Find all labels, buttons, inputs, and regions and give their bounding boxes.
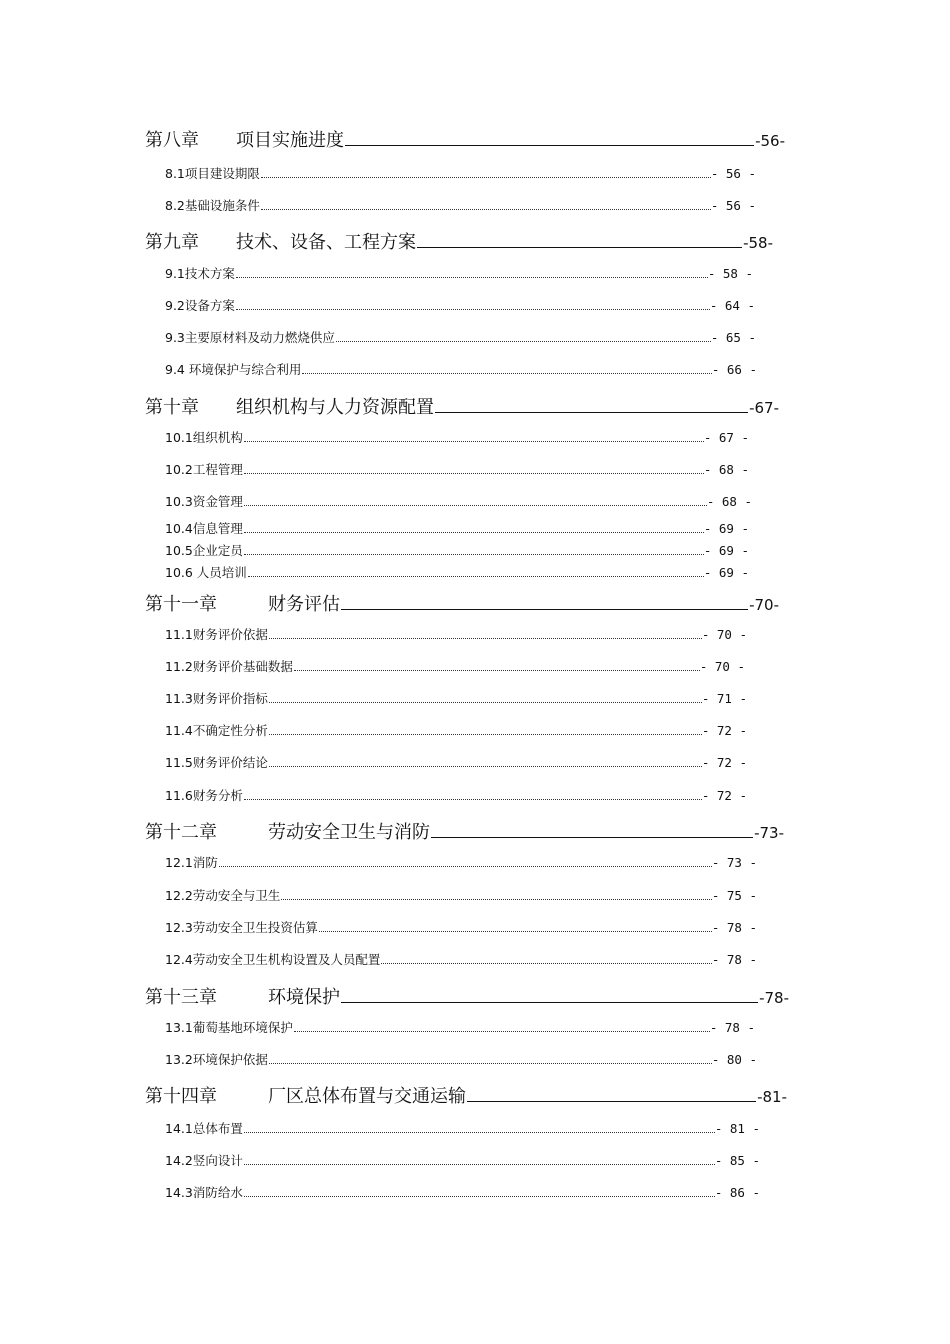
- dot-leader: [244, 473, 704, 474]
- toc-chapter-entry[interactable]: [145, 228, 773, 254]
- leader-line: [467, 1101, 756, 1102]
- dot-leader: [236, 277, 708, 278]
- section-label: 8.2基础设施条件: [165, 198, 260, 213]
- dot-leader: [244, 441, 704, 442]
- chapter-title: 技术、设备、工程方案: [236, 232, 416, 253]
- toc-chapter-entry[interactable]: [145, 818, 784, 844]
- page-number: -81-: [757, 1088, 787, 1106]
- section-label: 9.4 环境保护与综合利用: [165, 362, 302, 377]
- toc-section-entry[interactable]: [165, 786, 747, 804]
- section-label: 10.6 人员培训: [165, 565, 247, 580]
- leader-line: [431, 837, 753, 838]
- leader-line: [341, 1002, 758, 1003]
- chapter-number: 第九章: [145, 232, 199, 253]
- page-number: - 72 -: [701, 788, 747, 803]
- page-number: - 56 -: [710, 198, 756, 213]
- dot-leader: [294, 670, 700, 671]
- toc-section-entry[interactable]: [165, 853, 757, 871]
- toc-section-entry[interactable]: [165, 264, 753, 282]
- page-number: - 68 -: [706, 494, 752, 509]
- toc-section-entry[interactable]: [165, 360, 757, 378]
- chapter-title: 项目实施进度: [236, 130, 344, 151]
- leader-line: [341, 609, 748, 610]
- page-number: - 64 -: [709, 298, 755, 313]
- page-number: - 78 -: [709, 1020, 755, 1035]
- section-label: 12.4劳动安全卫生机构设置及人员配置: [165, 952, 381, 967]
- page-number: - 75 -: [711, 888, 757, 903]
- section-label: 9.1技术方案: [165, 266, 235, 281]
- toc-section-entry[interactable]: [165, 541, 749, 559]
- chapter-number: 第十一章: [145, 594, 217, 615]
- page-number: - 65 -: [710, 330, 756, 345]
- toc-section-entry[interactable]: [165, 1183, 760, 1201]
- dot-leader: [261, 177, 711, 178]
- dot-leader: [302, 373, 711, 374]
- section-label: 9.3主要原材料及动力燃烧供应: [165, 330, 335, 345]
- dot-leader: [244, 505, 707, 506]
- toc-section-entry[interactable]: [165, 753, 747, 771]
- page-number: - 86 -: [714, 1185, 760, 1200]
- toc-chapter-entry[interactable]: [145, 983, 789, 1009]
- toc-section-entry[interactable]: [165, 563, 749, 581]
- toc-section-entry[interactable]: [165, 164, 756, 182]
- toc-chapter-entry[interactable]: [145, 1082, 787, 1108]
- chapter-number: 第十三章: [145, 987, 217, 1008]
- dot-leader: [269, 766, 702, 767]
- toc-section-entry[interactable]: [165, 950, 757, 968]
- leader-line: [417, 247, 742, 248]
- section-label: 12.3劳动安全卫生投资估算: [165, 920, 318, 935]
- page-number: - 73 -: [711, 855, 757, 870]
- dot-leader: [261, 209, 711, 210]
- page-number: - 70 -: [701, 627, 747, 642]
- toc-section-entry[interactable]: [165, 689, 747, 707]
- dot-leader: [269, 734, 702, 735]
- page-number: - 58 -: [707, 266, 753, 281]
- page-number: - 71 -: [701, 691, 747, 706]
- page-number: - 69 -: [703, 565, 749, 580]
- section-label: 14.1总体布置: [165, 1121, 243, 1136]
- dot-leader: [269, 702, 702, 703]
- toc-section-entry[interactable]: [165, 296, 755, 314]
- section-label: 11.4不确定性分析: [165, 723, 268, 738]
- page-number: -56-: [755, 132, 785, 150]
- leader-line: [345, 145, 754, 146]
- section-label: 10.1组织机构: [165, 430, 243, 445]
- page-number: - 80 -: [711, 1052, 757, 1067]
- chapter-number: 第十章: [145, 397, 199, 418]
- page-number: - 67 -: [703, 430, 749, 445]
- section-label: 11.5财务评价结论: [165, 755, 268, 770]
- page-number: - 85 -: [714, 1153, 760, 1168]
- dot-leader: [244, 1132, 715, 1133]
- section-label: 13.2环境保护依据: [165, 1052, 268, 1067]
- page-number: - 72 -: [701, 723, 747, 738]
- section-label: 11.3财务评价指标: [165, 691, 268, 706]
- section-label: 10.4信息管理: [165, 521, 243, 536]
- page-number: - 69 -: [703, 543, 749, 558]
- dot-leader: [244, 532, 704, 533]
- page-number: - 70 -: [699, 659, 745, 674]
- page-number: - 72 -: [701, 755, 747, 770]
- page-number: -73-: [754, 824, 784, 842]
- chapter-title: 环境保护: [268, 987, 340, 1008]
- dot-leader: [244, 799, 702, 800]
- page-number: - 68 -: [703, 462, 749, 477]
- toc-section-entry[interactable]: [165, 460, 749, 478]
- toc-section-entry[interactable]: [165, 328, 756, 346]
- chapter-title: 厂区总体布置与交通运输: [268, 1086, 466, 1107]
- toc-section-entry[interactable]: [165, 625, 747, 643]
- dot-leader: [219, 866, 712, 867]
- dot-leader: [244, 1196, 715, 1197]
- page-number: - 78 -: [711, 920, 757, 935]
- page-number: -58-: [743, 234, 773, 252]
- section-label: 9.2设备方案: [165, 298, 235, 313]
- section-label: 11.6财务分析: [165, 788, 243, 803]
- toc-section-entry[interactable]: [165, 1119, 760, 1137]
- dot-leader: [281, 899, 712, 900]
- dot-leader: [336, 341, 711, 342]
- dot-leader: [381, 963, 712, 964]
- chapter-number: 第十四章: [145, 1086, 217, 1107]
- chapter-number: 第八章: [145, 130, 199, 151]
- dot-leader: [236, 309, 710, 310]
- chapter-title: 劳动安全卫生与消防: [268, 822, 430, 843]
- toc-section-entry[interactable]: [165, 721, 747, 739]
- section-label: 14.2竖向设计: [165, 1153, 243, 1168]
- section-label: 12.1消防: [165, 855, 218, 870]
- section-label: 10.3资金管理: [165, 494, 243, 509]
- toc-section-entry[interactable]: [165, 428, 749, 446]
- section-label: 11.2财务评价基础数据: [165, 659, 293, 674]
- page-number: - 66 -: [711, 362, 757, 377]
- dot-leader: [244, 554, 704, 555]
- page-number: - 69 -: [703, 521, 749, 536]
- dot-leader: [269, 1063, 712, 1064]
- toc-section-entry[interactable]: [165, 1050, 757, 1068]
- toc-section-entry[interactable]: [165, 1151, 760, 1169]
- page-number: - 78 -: [711, 952, 757, 967]
- dot-leader: [269, 638, 702, 639]
- page-number: -67-: [749, 399, 779, 417]
- page-number: -78-: [759, 989, 789, 1007]
- page-number: - 81 -: [714, 1121, 760, 1136]
- dot-leader: [294, 1031, 710, 1032]
- toc-section-entry[interactable]: [165, 196, 756, 214]
- toc-section-entry[interactable]: [165, 1018, 755, 1036]
- toc-section-entry[interactable]: [165, 918, 757, 936]
- leader-line: [435, 412, 748, 413]
- section-label: 12.2劳动安全与卫生: [165, 888, 281, 903]
- dot-leader: [244, 1164, 715, 1165]
- section-label: 14.3消防给水: [165, 1185, 243, 1200]
- toc-section-entry[interactable]: [165, 657, 745, 675]
- section-label: 13.1葡萄基地环境保护: [165, 1020, 293, 1035]
- toc-chapter-entry[interactable]: [145, 590, 779, 616]
- section-label: 10.2工程管理: [165, 462, 243, 477]
- toc-chapter-entry[interactable]: [145, 393, 779, 419]
- toc-section-entry[interactable]: [165, 886, 757, 904]
- toc-section-entry[interactable]: [165, 492, 752, 510]
- chapter-title: 财务评估: [268, 594, 340, 615]
- toc-section-entry[interactable]: [165, 519, 749, 537]
- dot-leader: [248, 576, 704, 577]
- toc-chapter-entry[interactable]: [145, 126, 785, 152]
- page-number: - 56 -: [710, 166, 756, 181]
- page-number: -70-: [749, 596, 779, 614]
- chapter-number: 第十二章: [145, 822, 217, 843]
- dot-leader: [319, 931, 712, 932]
- section-label: 8.1项目建设期限: [165, 166, 260, 181]
- section-label: 10.5企业定员: [165, 543, 243, 558]
- chapter-title: 组织机构与人力资源配置: [236, 397, 434, 418]
- section-label: 11.1财务评价依据: [165, 627, 268, 642]
